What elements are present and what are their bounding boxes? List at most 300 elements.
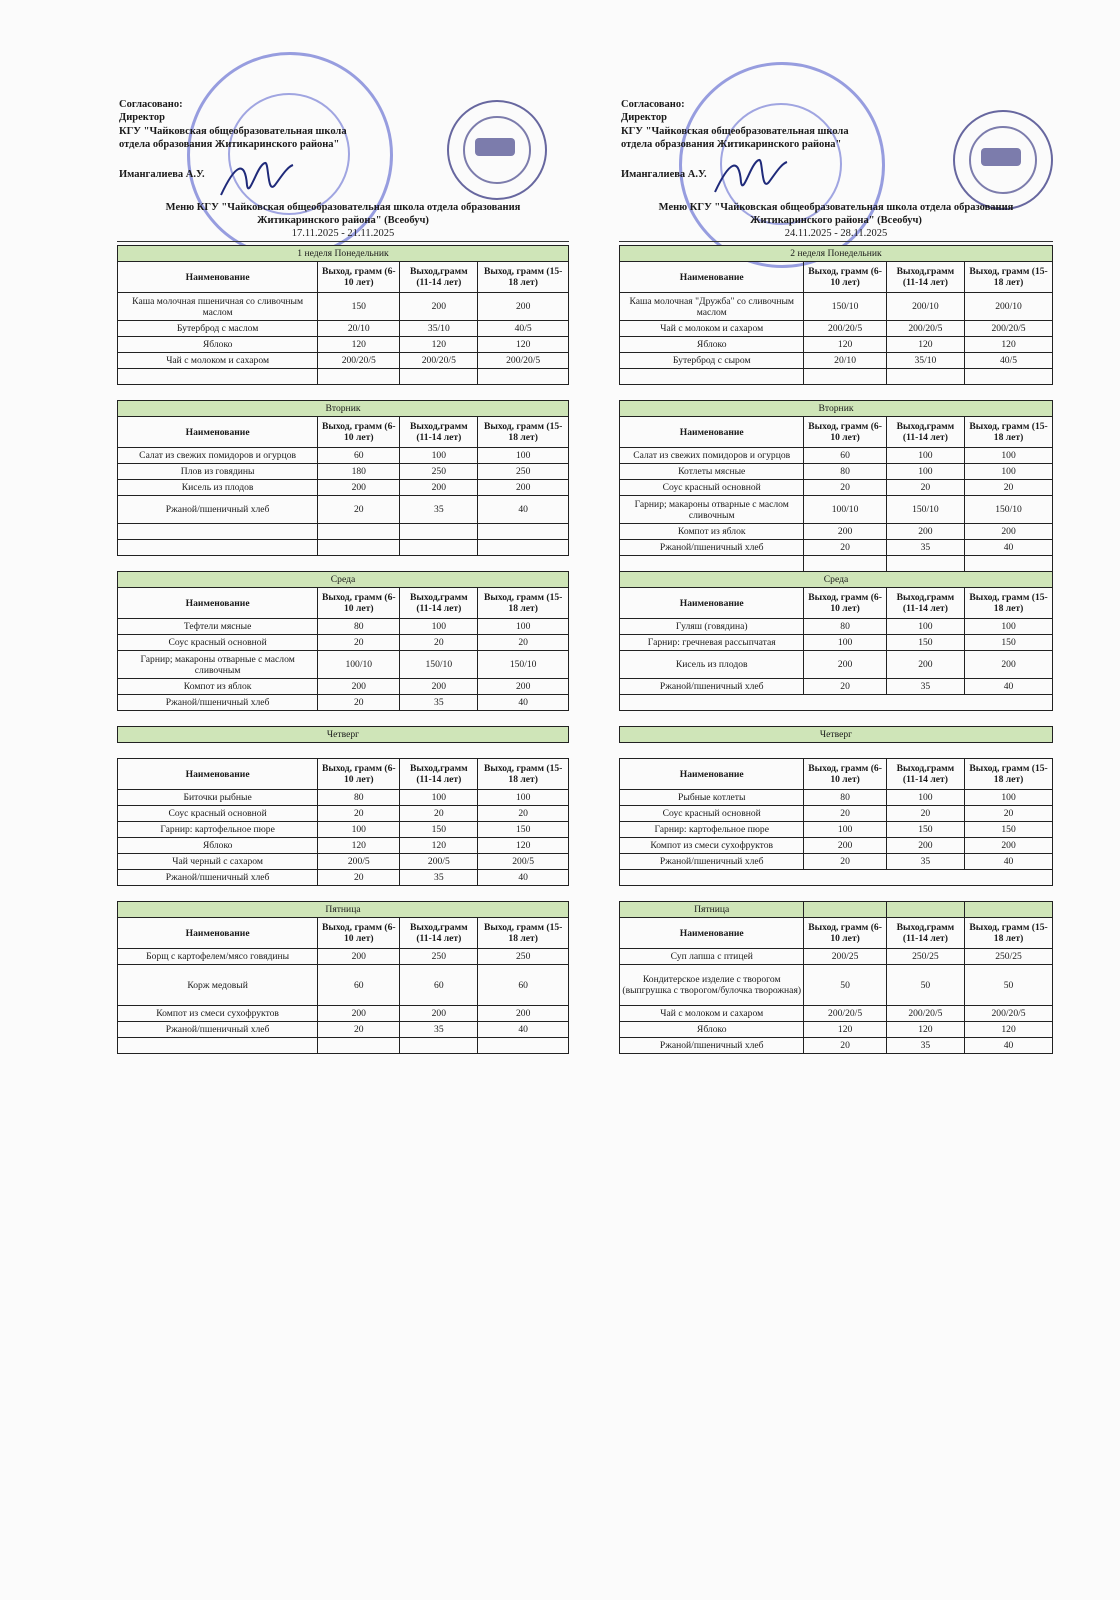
table-row <box>118 480 569 496</box>
portion-11-14: 200 <box>886 651 964 679</box>
empty-row <box>620 369 1053 385</box>
dish-name: Кисель из плодов <box>118 480 318 496</box>
portion-11-14: 35 <box>400 695 478 711</box>
portion-15-18: 50 <box>965 965 1053 1006</box>
happy-balakai-seal <box>953 110 1053 210</box>
portion-6-10: 120 <box>318 838 400 854</box>
portion-11-14: 150 <box>886 635 964 651</box>
col-header-15-18: Выход, грамм (15-18 лет) <box>478 588 569 619</box>
approval-signer: Имангалиева А.У. <box>621 169 707 181</box>
portion-15-18: 150 <box>965 822 1053 838</box>
portion-15-18: 100 <box>965 448 1053 464</box>
dish-name: Яблоко <box>118 838 318 854</box>
col-header-11-14: Выход,грамм (11-14 лет) <box>886 262 964 293</box>
dish-name: Кондитерское изделие с творогом (выпгрушка с творогом/булочка творожная) <box>620 965 804 1006</box>
table-row <box>118 870 569 886</box>
day-header-friday: Пятница <box>620 902 804 918</box>
empty-row <box>118 540 569 556</box>
approval-signer: Имангалиева А.У. <box>119 169 205 181</box>
portion-11-14: 200 <box>400 480 478 496</box>
portion-15-18: 20 <box>965 480 1053 496</box>
portion-6-10: 20 <box>318 695 400 711</box>
table-row <box>118 353 569 369</box>
dish-name: Ржаной/пшеничный хлеб <box>620 854 804 870</box>
col-header-6-10: Выход, грамм (6-10 лет) <box>804 417 886 448</box>
col-header-6-10: Выход, грамм (6-10 лет) <box>318 588 400 619</box>
portion-11-14: 200 <box>400 1006 478 1022</box>
menu-tables <box>117 245 569 1054</box>
dish-name: Каша молочная пшеничная со сливочным маслом <box>118 293 318 321</box>
col-header-name: Наименование <box>118 417 318 448</box>
col-header-15-18: Выход, грамм (15-18 лет) <box>478 918 569 949</box>
portion-6-10: 180 <box>318 464 400 480</box>
portion-11-14: 200/20/5 <box>886 321 964 337</box>
col-header-name: Наименование <box>620 759 804 790</box>
col-header-6-10: Выход, грамм (6-10 лет) <box>804 262 886 293</box>
portion-6-10: 20 <box>804 679 886 695</box>
portion-6-10: 20 <box>804 1038 886 1054</box>
portion-6-10: 20/10 <box>804 353 886 369</box>
portion-6-10: 20 <box>804 540 886 556</box>
dish-name: Ржаной/пшеничный хлеб <box>118 695 318 711</box>
portion-6-10: 60 <box>804 448 886 464</box>
portion-15-18: 20 <box>478 635 569 651</box>
spacer-row <box>118 743 569 759</box>
col-header-name: Наименование <box>620 262 804 293</box>
portion-11-14: 120 <box>400 838 478 854</box>
portion-15-18: 250 <box>478 464 569 480</box>
approval-agreed: Согласовано: <box>119 99 183 110</box>
portion-15-18: 200/5 <box>478 854 569 870</box>
col-header-15-18: Выход, грамм (15-18 лет) <box>478 759 569 790</box>
portion-11-14: 35 <box>886 1038 964 1054</box>
table-row <box>118 854 569 870</box>
portion-15-18: 40 <box>478 496 569 524</box>
portion-6-10: 20 <box>804 806 886 822</box>
portion-15-18: 200 <box>478 480 569 496</box>
table-row <box>118 448 569 464</box>
portion-6-10: 120 <box>804 337 886 353</box>
dish-name: Каша молочная "Дружба" со сливочным маслом <box>620 293 804 321</box>
col-header-15-18: Выход, грамм (15-18 лет) <box>965 588 1053 619</box>
portion-6-10: 200/20/5 <box>804 1006 886 1022</box>
portion-15-18: 150/10 <box>478 651 569 679</box>
portion-11-14: 200/10 <box>886 293 964 321</box>
portion-15-18: 250/25 <box>965 949 1053 965</box>
portion-15-18: 100 <box>478 790 569 806</box>
empty-row <box>620 695 1053 711</box>
table-row <box>620 949 1053 965</box>
dish-name: Кисель из плодов <box>620 651 804 679</box>
dish-name: Суп лапша с птицей <box>620 949 804 965</box>
portion-6-10: 60 <box>318 448 400 464</box>
date-range: 17.11.2025 - 21.11.2025 <box>117 228 569 242</box>
col-header-name: Наименование <box>118 918 318 949</box>
portion-11-14: 120 <box>886 337 964 353</box>
dish-name: Соус красный основной <box>620 806 804 822</box>
spacer-row <box>620 743 1053 759</box>
col-header-11-14: Выход,грамм (11-14 лет) <box>400 918 478 949</box>
menu-title <box>117 201 569 227</box>
portion-15-18: 200/20/5 <box>965 321 1053 337</box>
dish-name: Гарнир: гречневая рассыпчатая <box>620 635 804 651</box>
portion-6-10: 20 <box>318 870 400 886</box>
dish-name: Рыбные котлеты <box>620 790 804 806</box>
menu-table <box>117 245 569 1054</box>
table-row <box>118 464 569 480</box>
col-header-6-10: Выход, грамм (6-10 лет) <box>318 918 400 949</box>
table-row <box>118 321 569 337</box>
table-row <box>620 619 1053 635</box>
table-row <box>118 1006 569 1022</box>
portion-6-10: 200 <box>804 524 886 540</box>
table-row <box>620 822 1053 838</box>
portion-11-14: 100 <box>886 448 964 464</box>
approval-block <box>621 98 849 181</box>
dish-name: Котлеты мясные <box>620 464 804 480</box>
table-row <box>620 353 1053 369</box>
col-header-6-10: Выход, грамм (6-10 лет) <box>318 417 400 448</box>
approval-org-line2: отдела образования Житикаринского района" <box>119 138 340 150</box>
table-row <box>620 480 1053 496</box>
spacer-row <box>118 886 569 902</box>
col-header-11-14: Выход,грамм (11-14 лет) <box>400 759 478 790</box>
portion-15-18: 100 <box>965 790 1053 806</box>
portion-15-18: 20 <box>965 806 1053 822</box>
portion-6-10: 200/5 <box>318 854 400 870</box>
dish-name: Чай черный с сахаром <box>118 854 318 870</box>
approval-org-line1: КГУ "Чайковская общеобразовательная школа <box>621 125 849 137</box>
portion-11-14: 200/5 <box>400 854 478 870</box>
portion-6-10: 200/25 <box>804 949 886 965</box>
col-header-name: Наименование <box>620 417 804 448</box>
dish-name: Плов из говядины <box>118 464 318 480</box>
portion-11-14: 150 <box>400 822 478 838</box>
dish-name: Ржаной/пшеничный хлеб <box>118 870 318 886</box>
empty-row <box>118 369 569 385</box>
portion-11-14: 100 <box>886 464 964 480</box>
portion-15-18: 40 <box>478 1022 569 1038</box>
portion-6-10: 120 <box>804 1022 886 1038</box>
table-row <box>118 965 569 1006</box>
empty-row <box>118 1038 569 1054</box>
portion-11-14: 20 <box>886 806 964 822</box>
portion-11-14: 100 <box>886 619 964 635</box>
portion-15-18: 200 <box>965 838 1053 854</box>
portion-6-10: 150 <box>318 293 400 321</box>
portion-6-10: 100 <box>804 635 886 651</box>
portion-11-14: 100 <box>400 619 478 635</box>
portion-15-18: 200 <box>965 524 1053 540</box>
table-row <box>620 806 1053 822</box>
portion-11-14: 20 <box>886 480 964 496</box>
table-row <box>620 635 1053 651</box>
portion-15-18: 60 <box>478 965 569 1006</box>
table-row <box>620 651 1053 679</box>
portion-15-18: 100 <box>965 619 1053 635</box>
dish-name: Ржаной/пшеничный хлеб <box>118 496 318 524</box>
dish-name: Салат из свежих помидоров и огурцов <box>118 448 318 464</box>
col-header-15-18: Выход, грамм (15-18 лет) <box>965 417 1053 448</box>
portion-6-10: 20 <box>318 496 400 524</box>
spacer-row <box>118 385 569 401</box>
portion-15-18: 200 <box>478 679 569 695</box>
col-header-11-14: Выход,грамм (11-14 лет) <box>400 417 478 448</box>
approval-position: Директор <box>621 112 667 124</box>
col-header-11-14: Выход,грамм (11-14 лет) <box>886 588 964 619</box>
table-row <box>118 619 569 635</box>
table-row <box>118 679 569 695</box>
portion-15-18: 40 <box>965 854 1053 870</box>
portion-11-14: 200/20/5 <box>400 353 478 369</box>
dish-name: Соус красный основной <box>620 480 804 496</box>
table-row <box>118 1022 569 1038</box>
table-row <box>118 806 569 822</box>
menu-tables <box>619 245 1053 1054</box>
portion-6-10: 200 <box>804 651 886 679</box>
table-row <box>620 540 1053 556</box>
portion-11-14: 100 <box>400 448 478 464</box>
day-header-thursday: Четверг <box>620 727 1053 743</box>
col-header-6-10: Выход, грамм (6-10 лет) <box>804 588 886 619</box>
portion-15-18: 250 <box>478 949 569 965</box>
day-header-friday: Пятница <box>118 902 569 918</box>
table-row <box>620 293 1053 321</box>
approval-position: Директор <box>119 112 165 124</box>
happy-balakai-seal <box>447 100 547 200</box>
portion-11-14: 20 <box>400 635 478 651</box>
portion-15-18: 200/20/5 <box>478 353 569 369</box>
dish-name: Гарнир; макароны отварные с маслом сливочным <box>118 651 318 679</box>
portion-6-10: 150/10 <box>804 293 886 321</box>
portion-15-18: 40 <box>965 1038 1053 1054</box>
dish-name: Ржаной/пшеничный хлеб <box>620 679 804 695</box>
portion-15-18: 100 <box>965 464 1053 480</box>
portion-11-14: 60 <box>400 965 478 1006</box>
portion-15-18: 120 <box>478 337 569 353</box>
dish-name: Яблоко <box>118 337 318 353</box>
col-header-15-18: Выход, грамм (15-18 лет) <box>965 918 1053 949</box>
table-row <box>118 822 569 838</box>
portion-11-14: 100 <box>886 790 964 806</box>
portion-11-14: 250 <box>400 464 478 480</box>
portion-6-10: 200 <box>804 838 886 854</box>
portion-11-14: 200 <box>886 838 964 854</box>
col-header-name: Наименование <box>118 588 318 619</box>
portion-6-10: 200/20/5 <box>318 353 400 369</box>
portion-11-14: 120 <box>886 1022 964 1038</box>
portion-6-10: 200 <box>318 949 400 965</box>
dish-name: Гарнир; макароны отварные с маслом сливочным <box>620 496 804 524</box>
portion-11-14: 250/25 <box>886 949 964 965</box>
portion-6-10: 120 <box>318 337 400 353</box>
table-row <box>620 496 1053 524</box>
spacer-row <box>620 385 1053 401</box>
menu-title <box>619 201 1053 227</box>
dish-name: Компот из смеси сухофруктов <box>118 1006 318 1022</box>
dish-name: Гарнир: картофельное пюре <box>118 822 318 838</box>
dish-name: Ржаной/пшеничный хлеб <box>620 1038 804 1054</box>
portion-6-10: 100 <box>318 822 400 838</box>
approval-agreed: Согласовано: <box>621 99 685 110</box>
col-header-6-10: Выход, грамм (6-10 лет) <box>804 918 886 949</box>
table-row <box>620 464 1053 480</box>
spacer-row <box>620 711 1053 727</box>
portion-15-18: 200 <box>965 651 1053 679</box>
day-header-tuesday: Вторник <box>620 401 1053 417</box>
menu-title-line2: Житикаринского района" (Всеобуч) <box>257 215 429 226</box>
portion-15-18: 150 <box>965 635 1053 651</box>
dish-name: Бутерброд с сыром <box>620 353 804 369</box>
portion-6-10: 20 <box>804 480 886 496</box>
portion-11-14: 150 <box>886 822 964 838</box>
col-header-6-10: Выход, грамм (6-10 лет) <box>318 759 400 790</box>
portion-6-10: 20/10 <box>318 321 400 337</box>
portion-11-14: 35 <box>886 540 964 556</box>
table-row <box>118 695 569 711</box>
table-row <box>620 1006 1053 1022</box>
approval-org-line2: отдела образования Житикаринского района" <box>621 138 842 150</box>
portion-6-10: 20 <box>318 635 400 651</box>
table-row <box>620 337 1053 353</box>
col-header-6-10: Выход, грамм (6-10 лет) <box>804 759 886 790</box>
dish-name: Тефтели мясные <box>118 619 318 635</box>
dish-name: Салат из свежих помидоров и огурцов <box>620 448 804 464</box>
col-header-name: Наименование <box>118 262 318 293</box>
day-header-wednesday: Среда <box>118 572 569 588</box>
portion-6-10: 200 <box>318 1006 400 1022</box>
dish-name: Борщ с картофелем/мясо говядины <box>118 949 318 965</box>
portion-15-18: 200 <box>478 293 569 321</box>
table-row <box>118 838 569 854</box>
menu-table <box>619 245 1053 1054</box>
dish-name: Корж медовый <box>118 965 318 1006</box>
dish-name: Яблоко <box>620 337 804 353</box>
portion-15-18: 120 <box>965 337 1053 353</box>
portion-6-10: 80 <box>804 790 886 806</box>
portion-15-18: 40/5 <box>478 321 569 337</box>
portion-6-10: 60 <box>318 965 400 1006</box>
portion-11-14: 250 <box>400 949 478 965</box>
portion-11-14: 120 <box>400 337 478 353</box>
col-header-11-14: Выход,грамм (11-14 лет) <box>886 417 964 448</box>
approval-org-line1: КГУ "Чайковская общеобразовательная школа <box>119 125 347 137</box>
col-header-6-10: Выход, грамм (6-10 лет) <box>318 262 400 293</box>
dish-name: Гарнир: картофельное пюре <box>620 822 804 838</box>
portion-11-14: 20 <box>400 806 478 822</box>
date-range: 24.11.2025 - 28.11.2025 <box>619 228 1053 242</box>
spacer-row <box>118 556 569 572</box>
portion-6-10: 100/10 <box>318 651 400 679</box>
col-header-15-18: Выход, грамм (15-18 лет) <box>965 262 1053 293</box>
dish-name: Гуляш (говядина) <box>620 619 804 635</box>
portion-15-18: 20 <box>478 806 569 822</box>
portion-15-18: 150/10 <box>965 496 1053 524</box>
col-header-11-14: Выход,грамм (11-14 лет) <box>886 918 964 949</box>
col-header-name: Наименование <box>620 588 804 619</box>
portion-11-14: 150/10 <box>886 496 964 524</box>
spacer-row <box>620 886 1053 902</box>
portion-11-14: 35 <box>886 679 964 695</box>
day-header-tuesday: Вторник <box>118 401 569 417</box>
portion-15-18: 200/20/5 <box>965 1006 1053 1022</box>
table-row <box>118 293 569 321</box>
table-row <box>620 838 1053 854</box>
col-header-11-14: Выход,грамм (11-14 лет) <box>886 759 964 790</box>
portion-11-14: 35 <box>400 870 478 886</box>
col-header-name: Наименование <box>620 918 804 949</box>
table-row <box>620 1022 1053 1038</box>
portion-6-10: 200/20/5 <box>804 321 886 337</box>
portion-11-14: 200/20/5 <box>886 1006 964 1022</box>
dish-name: Соус красный основной <box>118 806 318 822</box>
table-row <box>620 790 1053 806</box>
portion-11-14: 200 <box>886 524 964 540</box>
table-row <box>118 949 569 965</box>
dish-name: Компот из яблок <box>118 679 318 695</box>
day-header-monday: 1 неделя Понедельник <box>118 246 569 262</box>
portion-11-14: 50 <box>886 965 964 1006</box>
portion-6-10: 80 <box>804 619 886 635</box>
portion-11-14: 35/10 <box>886 353 964 369</box>
menu-title-line1: Меню КГУ "Чайковская общеобразовательная школа отдела образования <box>658 202 1014 213</box>
table-row <box>620 965 1053 1006</box>
portion-15-18: 40 <box>965 540 1053 556</box>
day-header-thursday: Четверг <box>118 727 569 743</box>
menu-title-line2: Житикаринского района" (Всеобуч) <box>750 215 922 226</box>
table-row <box>118 651 569 679</box>
col-header-15-18: Выход, грамм (15-18 лет) <box>965 759 1053 790</box>
menu-title-line1: Меню КГУ "Чайковская общеобразовательная школа отдела образования <box>165 202 521 213</box>
portion-15-18: 40 <box>965 679 1053 695</box>
portion-6-10: 80 <box>804 464 886 480</box>
table-row <box>620 321 1053 337</box>
approval-block <box>119 98 347 181</box>
dish-name: Ржаной/пшеничный хлеб <box>118 1022 318 1038</box>
portion-15-18: 100 <box>478 448 569 464</box>
portion-11-14: 200 <box>400 293 478 321</box>
portion-15-18: 100 <box>478 619 569 635</box>
col-header-11-14: Выход,грамм (11-14 лет) <box>400 262 478 293</box>
col-header-name: Наименование <box>118 759 318 790</box>
portion-11-14: 35 <box>400 1022 478 1038</box>
table-row <box>118 790 569 806</box>
portion-6-10: 100/10 <box>804 496 886 524</box>
portion-15-18: 200 <box>478 1006 569 1022</box>
dish-name: Соус красный основной <box>118 635 318 651</box>
portion-6-10: 20 <box>318 1022 400 1038</box>
dish-name: Компот из яблок <box>620 524 804 540</box>
empty-row <box>118 524 569 540</box>
table-row <box>118 496 569 524</box>
portion-15-18: 200/10 <box>965 293 1053 321</box>
portion-6-10: 200 <box>318 480 400 496</box>
empty-row <box>620 870 1053 886</box>
portion-11-14: 35 <box>400 496 478 524</box>
dish-name: Яблоко <box>620 1022 804 1038</box>
table-row <box>118 337 569 353</box>
spacer-row <box>118 711 569 727</box>
portion-11-14: 35/10 <box>400 321 478 337</box>
col-header-15-18: Выход, грамм (15-18 лет) <box>478 262 569 293</box>
portion-11-14: 150/10 <box>400 651 478 679</box>
portion-6-10: 80 <box>318 790 400 806</box>
table-row <box>620 679 1053 695</box>
portion-6-10: 20 <box>804 854 886 870</box>
table-row <box>620 854 1053 870</box>
day-header-monday: 2 неделя Понедельник <box>620 246 1053 262</box>
portion-15-18: 40 <box>478 695 569 711</box>
